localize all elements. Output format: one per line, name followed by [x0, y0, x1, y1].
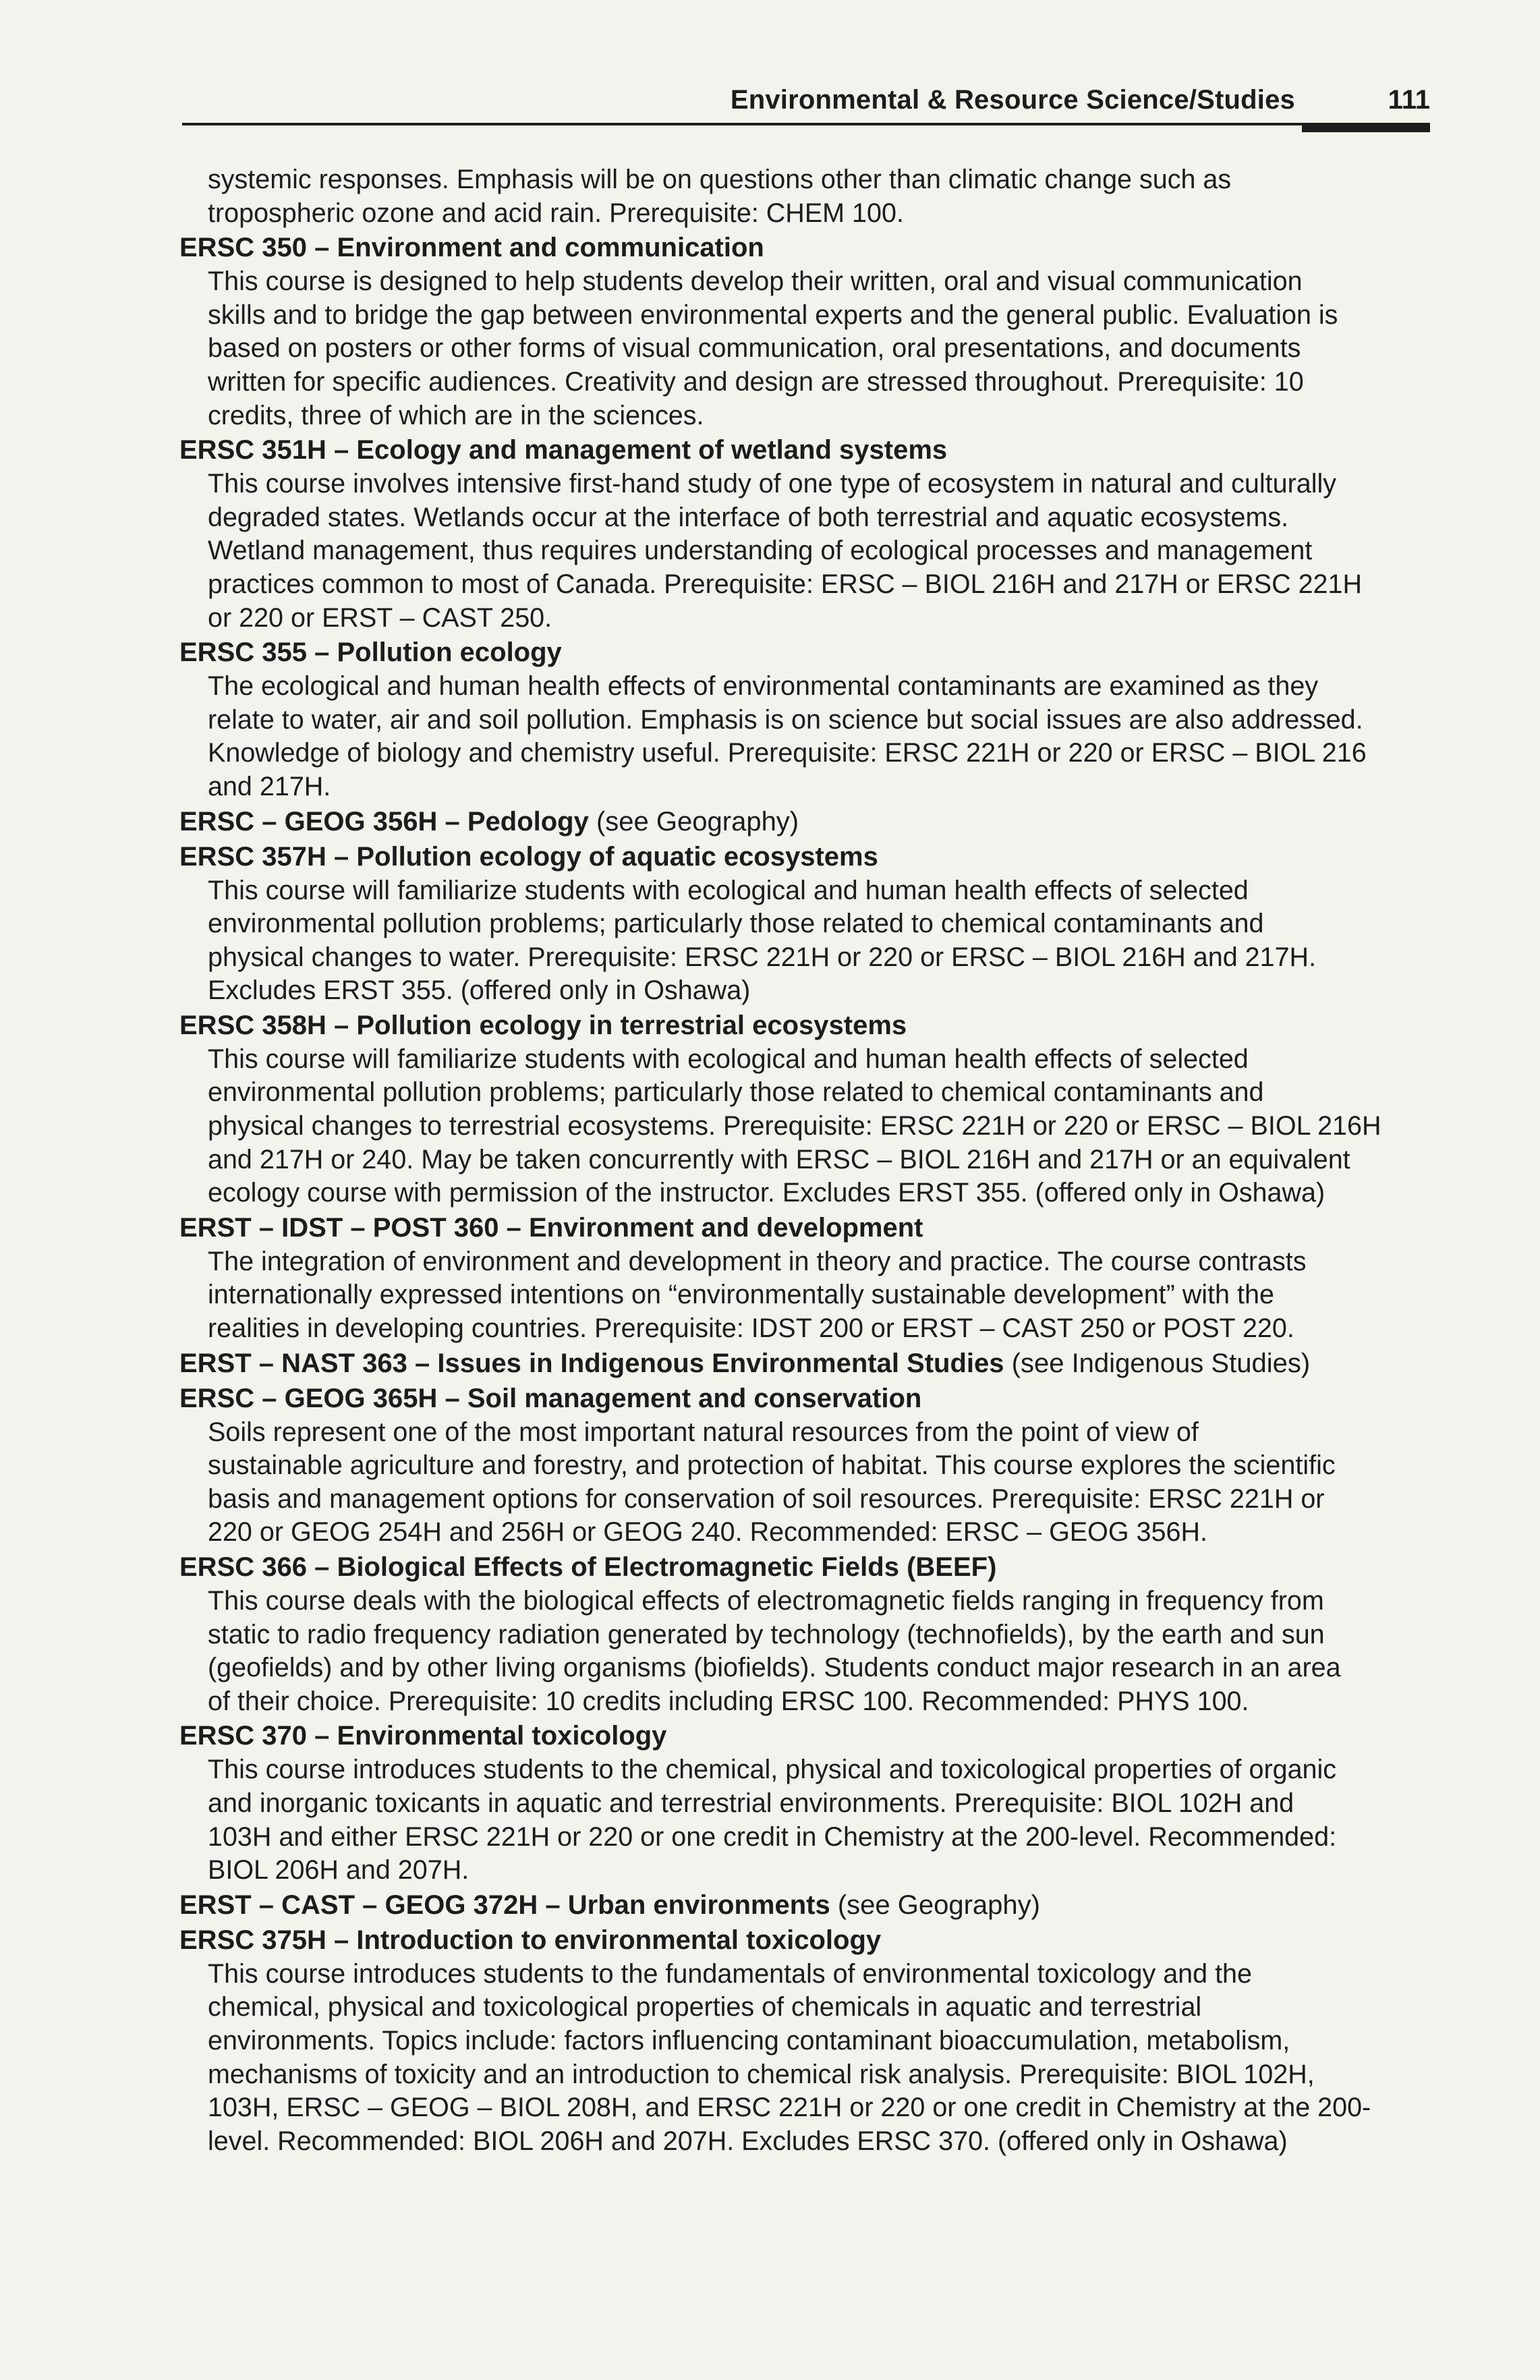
course-entry — [179, 230, 1434, 432]
course-entry — [179, 804, 1434, 839]
course-title-text: ERSC 355 – Pollution ecology — [179, 638, 562, 668]
course-title-text: ERSC – GEOG 365H – Soil management and conservation — [179, 1383, 922, 1413]
course-title — [179, 1923, 1434, 1958]
course-title-text: ERSC 370 – Environmental toxicology — [179, 1721, 667, 1751]
course-entry — [179, 1381, 1434, 1550]
course-description: The ecological and human health effects of environmental contaminants are examined as they relate to water, air and soil pollution. Emphasis is on science but social issues are also addressed. Knowledge of biology and chemistry useful. Prerequisite: ERSC 221H or 220 or ERSC – BIOL 216 and 217H. — [208, 671, 1367, 801]
course-title-text: ERSC 366 – Biological Effects of Electromagnetic Fields (BEEF) — [179, 1552, 997, 1582]
course-title — [179, 804, 1434, 839]
course-entries — [179, 230, 1434, 2158]
course-entry — [179, 1923, 1434, 2159]
course-title — [179, 230, 1434, 265]
course-title-text: ERSC – GEOG 356H – Pedology — [179, 806, 589, 837]
course-entry — [179, 839, 1434, 1008]
cross-reference-note: (see Geography) — [588, 806, 799, 837]
course-entry — [179, 1550, 1434, 1718]
course-description: This course deals with the biological effects of electromagnetic fields ranging in frequency from static to radio frequency radiation generated by technology (technofields), by the earth and sun (geofields) and by other living organisms (biofields). Students conduct major research in an area of their choice. Prerequisite: 10 credits including ERSC 100. Recommended: PHYS 100. — [208, 1586, 1341, 1716]
course-title — [179, 839, 1434, 874]
course-description: The integration of environment and development in theory and practice. The course contrasts internationally expressed intentions on “environmentally sustainable development” with the realities in developing countries. Prerequisite: IDST 200 or ERST – CAST 250 or POST 220. — [208, 1246, 1307, 1344]
cross-reference-note: (see Indigenous Studies) — [1004, 1348, 1311, 1378]
page-header — [182, 80, 1430, 127]
course-title — [179, 1008, 1434, 1043]
course-entry — [179, 635, 1434, 803]
course-entry — [179, 1210, 1434, 1346]
course-title-text: ERSC 351H – Ecology and management of wetland systems — [179, 435, 948, 465]
page-number: 111 — [1388, 85, 1430, 115]
course-title-text: ERST – IDST – POST 360 – Environment and development — [179, 1212, 923, 1243]
course-description: This course will familiarize students with ecological and human health effects of selected environmental pollution problems; particularly those related to chemical contaminants and physical changes to water. Prerequisite: ERSC 221H or 220 or ERSC – BIOL 216H and 217H. Excludes ERST 355. (offered only in Oshawa) — [208, 875, 1317, 1006]
course-title-text: ERSC 358H – Pollution ecology in terrestrial ecosystems — [179, 1010, 907, 1040]
course-title-text: ERSC 357H – Pollution ecology of aquatic ecosystems — [179, 841, 878, 872]
course-listing — [179, 163, 1434, 2158]
course-title — [179, 1346, 1434, 1381]
continued-description: systemic responses. Emphasis will be on questions other than climatic change such as tropospheric ozone and acid rain. Prerequisite: CHEM 100. — [208, 165, 1232, 228]
course-description: Soils represent one of the most important natural resources from the point of view of sustainable agriculture and forestry, and protection of habitat. This course explores the scientific basis and management options for conservation of soil resources. Prerequisite: ERSC 221H or 220 or GEOG 254H and 256H or GEOG 240. Recommended: ERSC – GEOG 356H. — [208, 1417, 1336, 1548]
cross-reference-note: (see Geography) — [830, 1890, 1040, 1920]
course-description: This course is designed to help students develop their written, oral and visual communication skills and to bridge the gap between environmental experts and the general public. Evaluation is based on posters or other forms of visual communication, oral presentations, and documents written for specific audiences. Creativity and design are stressed throughout. Prerequisite: 10 credits, three of which are in the sciences. — [208, 266, 1338, 430]
course-title — [179, 1718, 1434, 1753]
course-title — [179, 1888, 1434, 1923]
course-title — [179, 432, 1434, 468]
course-description: This course will familiarize students with ecological and human health effects of selected environmental pollution problems; particularly those related to chemical contaminants and physical changes to terrestrial ecosystems. Prerequisite: ERSC 221H or 220 or ERSC – BIOL 216H and 217H or 240. May be taken concurrently with ERSC – BIOL 216H and 217H or an equivalent ecology course with permission of the instructor. Excludes ERST 355. (offered only in Oshawa) — [208, 1044, 1381, 1208]
course-description: This course involves intensive first-hand study of one type of ecosystem in natural and culturally degraded states. Wetlands occur at the interface of both terrestrial and aquatic ecosystems. Wetland management, thus requires understanding of ecological processes and management practices common to most of Canada. Prerequisite: ERSC – BIOL 216H and 217H or ERSC 221H or 220 or ERST – CAST 250. — [208, 469, 1363, 633]
course-title-text: ERSC 350 – Environment and communication — [179, 233, 764, 263]
section-title: Environmental & Resource Science/Studies — [730, 85, 1295, 115]
course-description: This course introduces students to the fundamentals of environmental toxicology and the chemical, physical and toxicological properties of chemicals in aquatic and terrestrial environments. Topics include: factors influencing contaminant bioaccumulation, metabolism, mechanisms of toxicity and an introduction to chemical risk analysis. Prerequisite: BIOL 102H, 103H, ERSC – GEOG – BIOL 208H, and ERSC 221H or 220 or one credit in Chemistry at the 200- level. Recommended: BIOL 206H and 207H. Excludes ERSC 370. (offered only in Oshawa) — [208, 1958, 1371, 2156]
course-title-text: ERST – CAST – GEOG 372H – Urban environments — [179, 1890, 830, 1920]
course-title-text: ERSC 375H – Introduction to environmental toxicology — [179, 1925, 882, 1955]
course-entry — [179, 1888, 1434, 1923]
course-title-text: ERST – NAST 363 – Issues in Indigenous Environmental Studies — [179, 1348, 1004, 1378]
course-entry — [179, 1718, 1434, 1887]
course-title — [179, 1381, 1434, 1416]
header-rule — [182, 123, 1430, 125]
course-description: This course introduces students to the chemical, physical and toxicological properties of organic and inorganic toxicants in aquatic and terrestrial environments. Prerequisite: BIOL 102H and 103H and either ERSC 221H or 220 or one credit in Chemistry at the 200-level. Recommended: BIOL 206H and 207H. — [208, 1755, 1337, 1886]
course-entry — [179, 432, 1434, 635]
header-rule-accent — [1302, 123, 1430, 132]
course-title — [179, 1210, 1434, 1245]
course-entry — [179, 1008, 1434, 1210]
course-title — [179, 635, 1434, 670]
course-title — [179, 1550, 1434, 1585]
course-entry — [179, 1346, 1434, 1381]
